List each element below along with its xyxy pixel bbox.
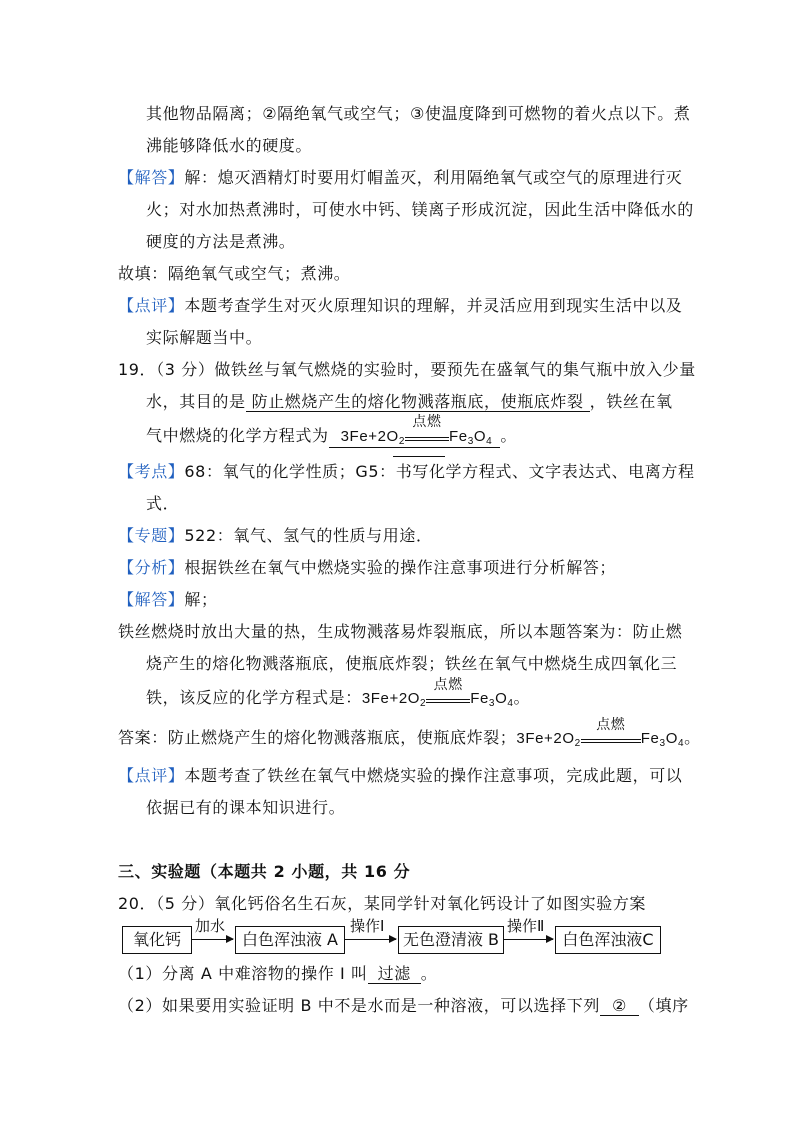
- text-segment: 铁，该反应的化学方程式是：: [146, 688, 362, 707]
- flow-arrow: [344, 939, 396, 940]
- text-segment: （1）分离 A 中难溶物的操作 I 叫: [118, 964, 368, 983]
- reaction-arrow: 点燃: [426, 689, 470, 709]
- flow-arrow: [503, 939, 553, 940]
- text-line: 其他物品隔离；②隔绝氧气或空气；③使温度降到可燃物的着火点以下。煮: [146, 104, 691, 123]
- blank-answer: ②: [600, 997, 639, 1016]
- chemical-equation: $3Fe+2O_2$ 点燃 $Fe_3O_4$: [516, 717, 685, 749]
- text-segment: 522：氧气、氢气的性质与用途．: [184, 526, 433, 545]
- blank-answer: 过滤: [368, 965, 421, 984]
- tag-kaodian: 【考点】: [118, 462, 185, 481]
- flow-box-calcium-oxide: 氧化钙: [122, 926, 192, 954]
- text-line: 铁丝燃烧时放出大量的热，生成物溅落易炸裂瓶底，所以本题答案为：防止燃: [118, 622, 683, 641]
- text-line: 实际解题当中。: [146, 328, 263, 347]
- text-segment: 答案：防止燃烧产生的熔化物溅落瓶底，使瓶底炸裂；: [118, 728, 517, 747]
- flow-box-b: 无色澄清液 B: [398, 926, 504, 954]
- fenxi-paragraph: [118, 558, 616, 578]
- text-line: 硬度的方法是煮沸。: [146, 232, 296, 251]
- question-20-1: [118, 964, 437, 984]
- equation-line: [146, 677, 531, 709]
- text-segment: 本题考查学生对灭火原理知识的理解，并灵活应用到现实生活中以及: [184, 296, 683, 315]
- text-line: 烧产生的熔化物溅落瓶底，使瓶底炸裂；铁丝在氧气中燃烧生成四氧化三: [146, 654, 678, 673]
- blank-answer: 防止燃烧产生的熔化物溅落瓶底，使瓶底炸裂: [246, 393, 590, 412]
- flow-box-c: 白色浑浊液C: [555, 926, 661, 954]
- text-segment: 解；: [184, 590, 218, 609]
- tag-dianping: 【点评】: [118, 296, 185, 315]
- reaction-arrow: 点燃: [581, 729, 641, 749]
- text-segment: （填序: [638, 996, 689, 1015]
- text-segment: 解：熄灭酒精灯时要用灯帽盖灭，利用隔绝氧气或空气的原理进行灭: [184, 168, 683, 187]
- answer-paragraph: [118, 168, 682, 188]
- reaction-arrow: 点燃: [405, 427, 449, 447]
- tag-dianping: 【点评】: [118, 766, 185, 785]
- answer-line: [118, 717, 701, 749]
- chemical-equation: $3Fe+2O_2$ 点燃 $Fe_3O_4$: [361, 677, 514, 709]
- chemical-equation: $3Fe+2O_2$ 点燃 $Fe_3O_4$: [340, 414, 493, 447]
- zhuanti-paragraph: [118, 526, 433, 546]
- underline-mark: [393, 456, 445, 457]
- text-segment: ，铁丝在氧: [589, 392, 673, 411]
- text-segment: 68：氧气的化学性质；G5：书写化学方程式、文字表达式、电离方程: [184, 462, 695, 481]
- text-segment: 本题考查了铁丝在氧气中燃烧实验的操作注意事项，完成此题，可以: [184, 766, 683, 785]
- flow-arrow: [191, 939, 233, 940]
- text-segment: 。: [420, 964, 438, 983]
- text-segment: 根据铁丝在氧气中燃烧实验的操作注意事项进行分析解答；: [184, 558, 617, 577]
- text-segment: 。: [513, 688, 531, 707]
- tag-jieda: 【解答】: [118, 590, 185, 609]
- kaodian-paragraph: [118, 462, 695, 482]
- flow-label-operation-2: 操作Ⅱ: [507, 917, 545, 935]
- review-paragraph: [118, 766, 682, 786]
- text-line: 式．: [146, 494, 180, 513]
- text-segment: 。: [684, 728, 701, 747]
- text-segment: 气中燃烧的化学方程式为: [146, 426, 329, 445]
- section-heading: 三、实验题（本题共 2 小题，共 16 分: [118, 862, 411, 881]
- text-line: 故填：隔绝氧气或空气；煮沸。: [118, 264, 351, 283]
- text-line: 火；对水加热煮沸时，可使水中钙、镁离子形成沉淀，因此生活中降低水的: [146, 200, 694, 219]
- flow-label-add-water: 加水: [195, 917, 226, 935]
- text-segment: 。: [500, 426, 517, 445]
- tag-jieda: 【解答】: [118, 168, 185, 187]
- text-line: 沸能够降低水的硬度。: [146, 136, 313, 155]
- question-20-2: [118, 996, 689, 1016]
- text-line: 依据已有的课本知识进行。: [146, 798, 346, 817]
- review-paragraph: [118, 296, 682, 316]
- question-19-line3: [146, 414, 517, 448]
- tag-zhuanti: 【专题】: [118, 526, 185, 545]
- question-19-line2: [146, 392, 673, 412]
- flow-box-a: 白色浑浊液 A: [235, 926, 345, 954]
- jieda-paragraph: [118, 590, 218, 610]
- flow-label-operation-1: 操作Ⅰ: [350, 917, 385, 935]
- tag-fenxi: 【分析】: [118, 558, 185, 577]
- question-19: 19．（3 分）做铁丝与氧气燃烧的实验时，要预先在盛氧气的集气瓶中放入少量: [118, 360, 696, 379]
- question-20: 20．（5 分）氧化钙俗名生石灰，某同学针对氧化钙设计了如图实验方案: [118, 894, 647, 913]
- equation-blank: [329, 414, 501, 448]
- text-segment: （2）如果要用实验证明 B 中不是水而是一种溶液，可以选择下列: [118, 996, 600, 1015]
- text-segment: 水，其目的是: [146, 392, 246, 411]
